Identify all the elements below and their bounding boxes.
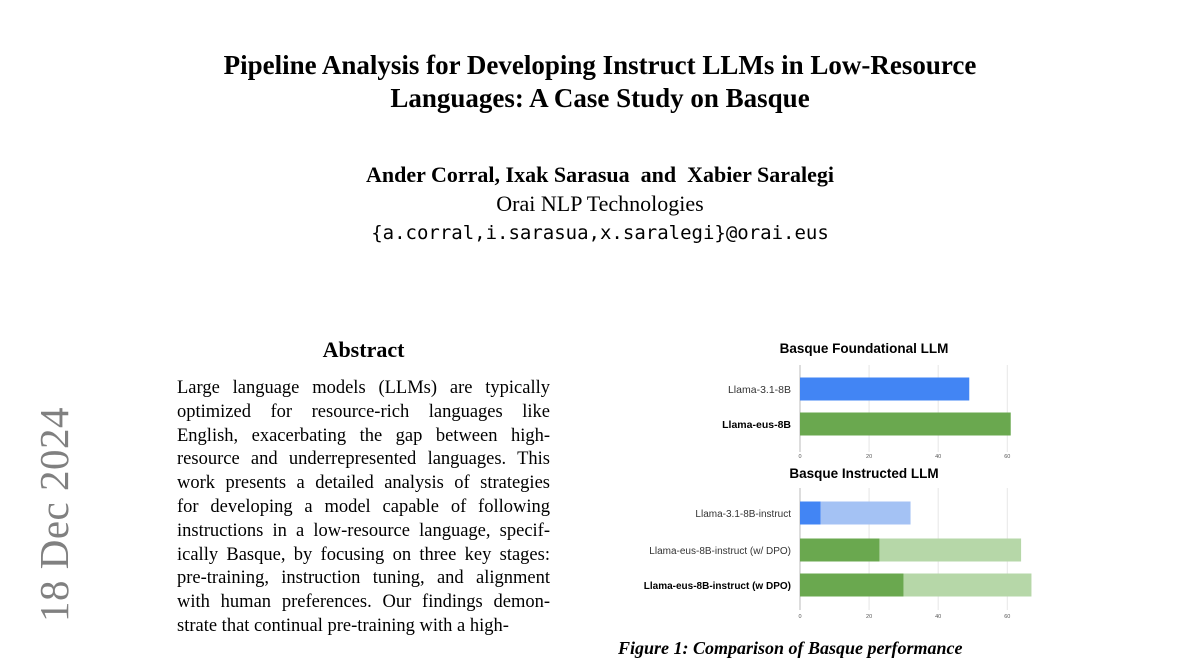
- abstract-body: [177, 377, 550, 639]
- paper-title-line-1: Pipeline Analysis for Developing Instruct LLMs in Low-Resource: [223, 50, 977, 80]
- x-tick-label: 0: [798, 454, 802, 460]
- abstract-line: ically Basque, by focusing on three key stages:: [177, 544, 550, 565]
- category-label: Llama-3.1-8B: [727, 384, 791, 396]
- bar-segment-dark: [800, 502, 821, 525]
- author-email: {a.corral,i.sarasua,x.saralegi}@orai.eus: [371, 222, 829, 244]
- author-list: Ander Corral, Ixak Sarasua and Xabier Saralegi: [366, 162, 834, 187]
- abstract-line: optimized for resource-rich languages like: [177, 401, 550, 422]
- category-label: Llama-3.1-8B-instruct: [695, 509, 791, 520]
- bar-llama-3-1-8b: [800, 378, 969, 401]
- chart-title: Basque Instructed LLM: [789, 466, 939, 481]
- abstract-line: strate that continual pre-training with a high-: [177, 615, 509, 636]
- x-tick-label: 20: [866, 454, 873, 460]
- paper-title: [0, 49, 1200, 115]
- affiliation: Orai NLP Technologies: [496, 191, 704, 216]
- abstract-heading: Abstract: [322, 337, 405, 362]
- bar-segment-dark: [800, 539, 879, 562]
- arxiv-date-stamp: 18 Dec 2024: [31, 406, 77, 622]
- abstract-line: English, exacerbating the gap between high-: [177, 425, 550, 446]
- bar-segment-dark: [800, 574, 904, 597]
- x-tick-label: 60: [1004, 614, 1011, 620]
- x-tick-label: 20: [866, 614, 873, 620]
- figure-1: [600, 330, 1080, 648]
- abstract-line: Large language models (LLMs) are typically: [177, 378, 550, 398]
- x-tick-label: 60: [1004, 454, 1011, 460]
- x-tick-label: 40: [935, 454, 942, 460]
- x-tick-label: 0: [798, 614, 802, 620]
- comparison-chart: [600, 330, 1080, 630]
- x-tick-label: 40: [935, 614, 942, 620]
- figure-caption: Figure 1: Comparison of Basque performance: [618, 638, 963, 658]
- paper-title-line-2: Languages: A Case Study on Basque: [390, 83, 810, 113]
- abstract-line: pre-training, instruction tuning, and alignment: [177, 568, 550, 589]
- bar-segment-light: [904, 574, 1032, 597]
- chart-title: Basque Foundational LLM: [779, 341, 949, 356]
- abstract-line: for developing a model capable of following: [177, 496, 550, 517]
- abstract-line: instructions in a low-resource language, specif-: [177, 520, 550, 541]
- abstract-line: with human preferences. Our findings demon-: [177, 592, 550, 613]
- abstract-line: resource and underrepresented languages. This: [177, 449, 550, 470]
- category-label: Llama-eus-8B-instruct (w/ DPO): [649, 546, 791, 557]
- category-label: Llama-eus-8B-instruct (w DPO): [643, 581, 791, 592]
- category-label: Llama-eus-8B: [722, 419, 791, 431]
- bar-segment-light: [879, 539, 1021, 562]
- bar-llama-eus-8b: [800, 413, 1011, 436]
- abstract-line: work presents a detailed analysis of strategies: [177, 473, 550, 494]
- bar-segment-light: [821, 502, 911, 525]
